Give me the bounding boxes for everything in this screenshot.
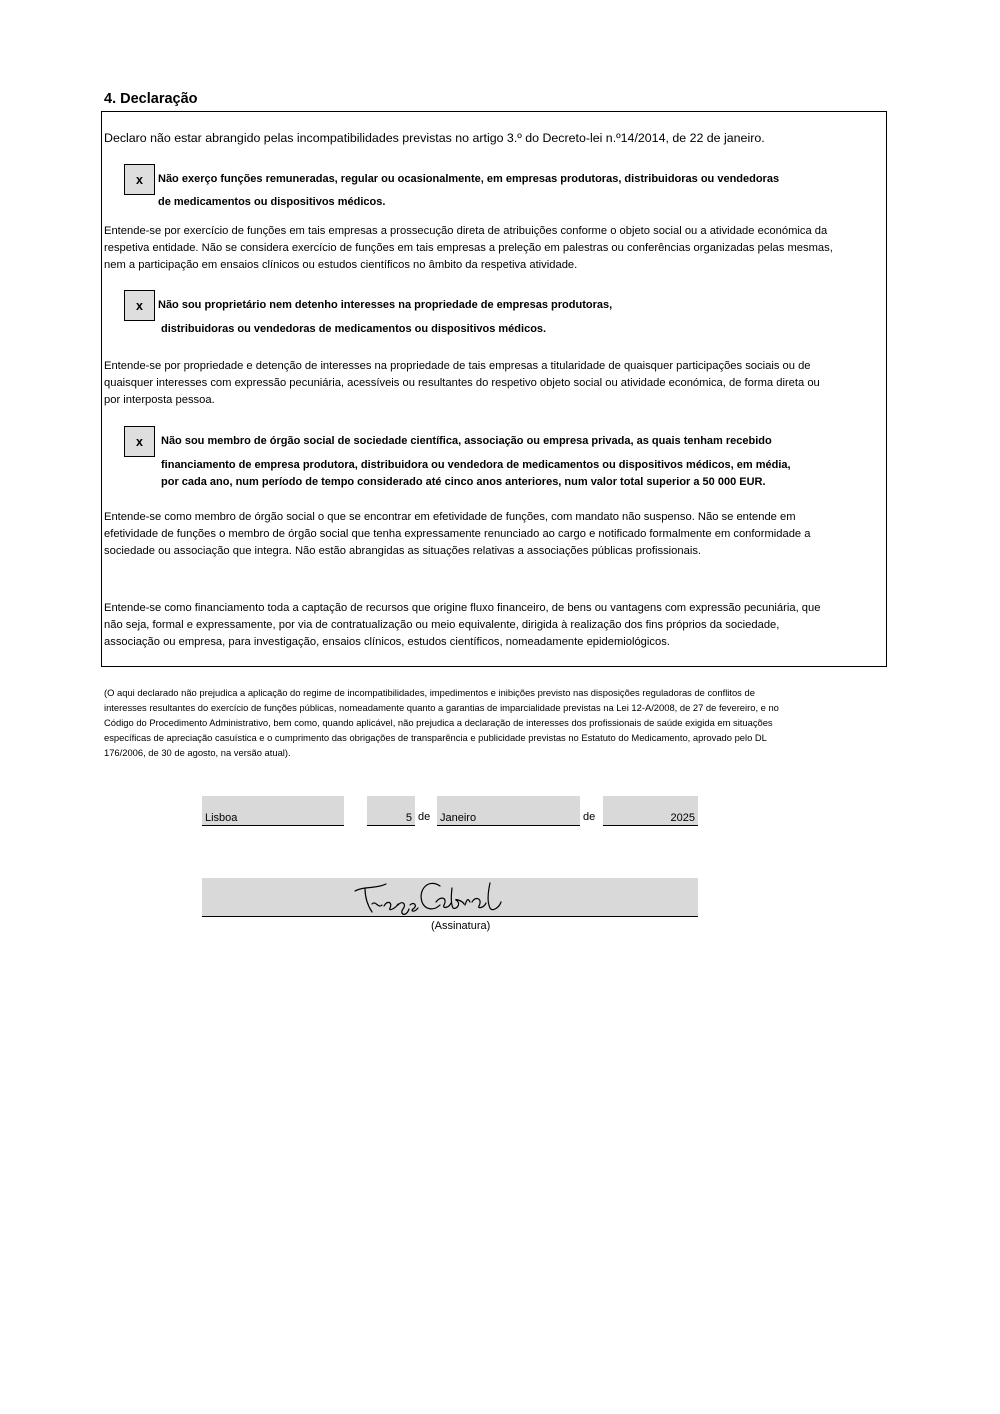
item1-line2: de medicamentos ou dispositivos médicos. xyxy=(158,196,386,208)
note1-line: Entende-se por exercício de funções em tais empresas a prossecução direta de atribuições conforme o objeto social ou a atividade económica da xyxy=(104,225,828,237)
item3-line1: Não sou membro de órgão social de sociedade científica, associação ou empresa privada, as quais tenham recebido xyxy=(161,435,772,447)
checkbox-no-social-body-member[interactable]: x xyxy=(124,426,155,457)
signature-field[interactable] xyxy=(202,878,698,917)
day-value: 5 xyxy=(405,812,412,824)
note3-line: Entende-se como membro de órgão social o que se encontrar em efetividade de funções, com mandato não suspenso. Não se entende em xyxy=(104,511,796,523)
signature-label: (Assinatura) xyxy=(431,920,491,932)
note4-line: não seja, formal e expressamente, por via de contratualização ou meio equivalente, dirigida à realização dos fins próprios da sociedade, xyxy=(104,619,780,631)
handwritten-signature xyxy=(352,878,552,918)
footnote-line: (O aqui declarado não prejudica a aplicação do regime de incompatibilidades, impedimentos e inibições previsto nas disposições reguladoras de conflitos de xyxy=(104,687,755,698)
day-field[interactable] xyxy=(367,796,415,826)
note3-line: efetividade de funções o membro de órgão social que tenha expressamente renunciado ao cargo e notificado formalmente em conformidade a xyxy=(104,528,811,540)
footnote-line: específicas de apreciação casuística e o cumprimento das obrigações de transparência e publicidade previstas no Estatuto do Medicamento, aprovado pelo DL xyxy=(104,732,767,743)
date-separator: de xyxy=(583,811,596,823)
item1-line1: Não exerço funções remuneradas, regular ou ocasionalmente, em empresas produtoras, distribuidoras ou vendedoras xyxy=(158,173,780,185)
note1-line: nem a participação em ensaios clínicos ou estudos científicos no âmbito da respetiva atividade. xyxy=(104,259,578,271)
footnote-line: 176/2006, de 30 de agosto, na versão atual). xyxy=(104,747,291,758)
note2-line: Entende-se por propriedade e detenção de interesses na propriedade de tais empresas a titularidade de quaisquer participações sociais ou de xyxy=(104,360,811,372)
note1-line: respetiva entidade. Não se considera exercício de funções em tais empresas a preleção em palestras ou conferências organizadas pelas mesmas, xyxy=(104,242,833,254)
item2-line1: Não sou proprietário nem detenho interesses na propriedade de empresas produtoras, xyxy=(158,299,613,311)
note4-line: associação ou empresa, para investigação, ensaios clínicos, estudos científicos, nomeadamente epidemiológicos. xyxy=(104,636,670,648)
note3-line: sociedade ou associação que integra. Não estão abrangidas as situações relativas a associações públicas profissionais. xyxy=(104,545,702,557)
footnote-line: Código do Procedimento Administrativo, bem como, quando aplicável, não prejudica a declaração de interesses dos profissionais de saúde exigida em situações xyxy=(104,717,773,728)
note2-line: quaisquer interesses com expressão pecuniária, acessíveis ou resultantes do respetivo objeto social ou atividade económica, de forma direta ou xyxy=(104,377,820,389)
footnote-line: interesses resultantes do exercício de funções públicas, nomeadamente quanto a garantias de imparcialidade previstas na Lei 12-A/2008, de 27 de fevereiro, e no xyxy=(104,702,779,713)
checkbox-no-ownership[interactable]: x xyxy=(124,290,155,321)
month-field[interactable] xyxy=(437,796,580,826)
year-value: 2025 xyxy=(670,812,695,824)
declaration-intro: Declaro não estar abrangido pelas incompatibilidades previstas no artigo 3.º do Decreto-lei n.º14/2014, de 22 de janeiro. xyxy=(104,131,765,145)
item2-line2: distribuidoras ou vendedoras de medicamentos ou dispositivos médicos. xyxy=(161,323,547,335)
section-title: 4. Declaração xyxy=(104,91,198,107)
month-value: Janeiro xyxy=(440,812,477,824)
note4-line: Entende-se como financiamento toda a captação de recursos que origine fluxo financeiro, de bens ou vantagens com expressão pecuniária, que xyxy=(104,602,821,614)
date-separator: de xyxy=(418,811,431,823)
item3-line2: financiamento de empresa produtora, distribuidora ou vendedora de medicamentos ou dispositivos médicos, em média, xyxy=(161,459,791,471)
item3-line3: por cada ano, num período de tempo considerado até cinco anos anteriores, num valor total superior a 50 000 EUR. xyxy=(161,476,766,488)
note2-line: por interposta pessoa. xyxy=(104,394,215,406)
place-field[interactable] xyxy=(202,796,344,826)
year-field[interactable] xyxy=(603,796,698,826)
place-value: Lisboa xyxy=(205,812,238,824)
checkbox-no-remunerated-functions[interactable]: x xyxy=(124,164,155,195)
